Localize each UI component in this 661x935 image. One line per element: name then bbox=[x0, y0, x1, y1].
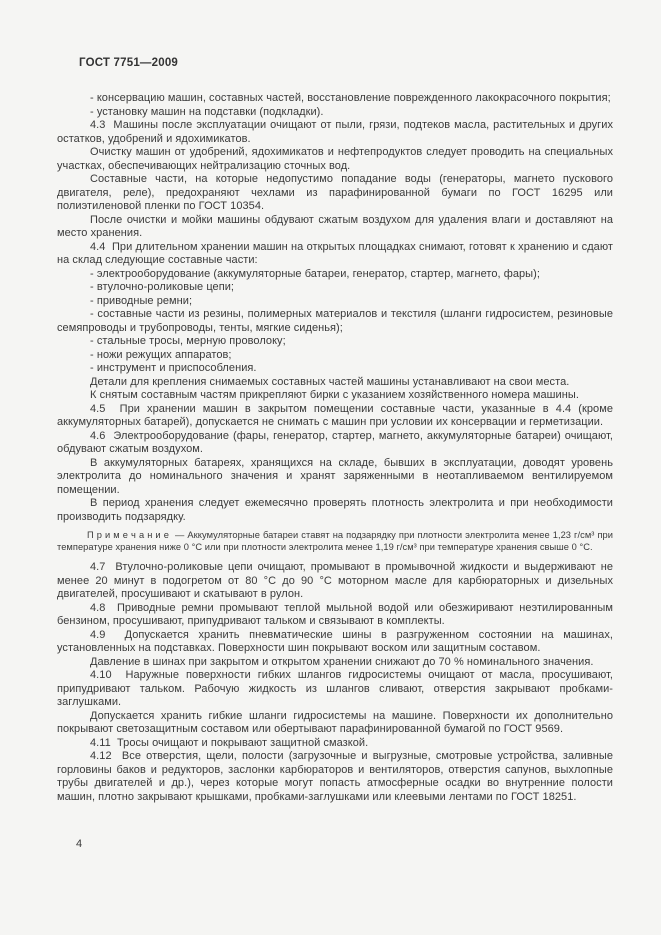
paragraph: К снятым составным частям прикрепляют бирки с указанием хозяйственного номера машины. bbox=[90, 389, 579, 401]
paragraph: 4.8 Приводные ремни промывают теплой мыльной водой или обезжиривают неэтилированным бензином, просушивают, припудривают тальком и связывают в комплекты. bbox=[57, 601, 613, 628]
paragraph: Давление в шинах при закрытом и открытом хранении снижают до 70 % номинального значения. bbox=[90, 655, 594, 668]
paragraph: Детали для крепления снимаемых составных частей машины устанавливают на свои места. bbox=[90, 375, 570, 388]
list-item: - приводные ремни; bbox=[90, 294, 193, 307]
paragraph: 4.12 Все отверстия, щели, полости (загрузочные и выгрузные, смотровые устройства, заливные горловины баков и редукторов, заслонки карбюраторов и вентиляторов, отверстия сапунов, выхлопные трубы двигателей и др.), через которые могут попасть атмосферные осадки во внутренние полости машин, плотно закрывают крышками, пробками-заглушками или клеевыми лентами по ГОСТ 18251. bbox=[57, 750, 613, 803]
paragraph: 4.10 Наружные поверхности гибких шлангов гидросистемы очищают от масла, просушивают, припудривают тальком. Рабочую жидкость из шлангов сливают, отверстия закрывают пробками-заглушками. bbox=[57, 669, 613, 709]
running-header: ГОСТ 7751—2009 bbox=[79, 57, 179, 69]
list-item: - ножи режущих аппаратов; bbox=[90, 348, 232, 361]
note-paragraph: П р и м е ч а н и е — Аккумуляторные батареи ставят на подзарядку при плотности электролита менее 1,23 г/см³ при температуре хранения ниже 0 °С или при плотности электролита менее 1,19 г/см³ при температуре хранения свыше 0 °С. bbox=[57, 530, 613, 552]
list-item: - инструмент и приспособления. bbox=[90, 362, 257, 374]
paragraph: 4.4 При длительном хранении машин на открытых площадках снимают, готовят к хранению и сдают на склад следующие составные части: bbox=[57, 240, 613, 266]
paragraph: 4.3 Машины после эксплуатации очищают от пыли, грязи, подтеков масла, растительных и других остатков, удобрений и ядохимикатов. bbox=[57, 119, 613, 145]
paragraph: 4.5 При хранении машин в закрытом помещении составные части, указанные в 4.4 (кроме аккумуляторных батарей), допускается не снимать с машин при условии их консервации и герметизации. bbox=[57, 402, 613, 428]
paragraph: Допускается хранить гибкие шланги гидросистемы на машине. Поверхности их дополнительно покрывают светозащитным составом или обертывают парафинированной бумагой по ГОСТ 9569. bbox=[57, 709, 613, 736]
paragraph: 4.11 Тросы очищают и покрывают защитной смазкой. bbox=[90, 736, 369, 749]
paragraph: Составные части, на которые недопустимо попадание воды (генераторы, магнето пускового двигателя, реле), предохраняют чехлами из парафинированной бумаги по ГОСТ 16295 или полиэтиленовой пленки по ГОСТ 10354. bbox=[57, 173, 613, 212]
list-item: - стальные тросы, мерную проволоку; bbox=[90, 335, 286, 347]
list-item: - установку машин на подставки (подкладки). bbox=[90, 105, 324, 118]
list-item: - составные части из резины, полимерных материалов и текстиля (шланги гидросистем, резиновые семяпроводы и трубопроводы, тенты, мягкие сиденья); bbox=[57, 308, 613, 334]
paragraph: 4.6 Электрооборудование (фары, генератор, стартер, магнето, аккумуляторные батареи) очищают, обдувают сжатым воздухом. bbox=[57, 429, 613, 455]
page-number: 4 bbox=[76, 838, 83, 850]
paragraph: После очистки и мойки машины обдувают сжатым воздухом для удаления влаги и доставляют на место хранения. bbox=[57, 213, 613, 239]
list-item: - консервацию машин, составных частей, восстановление поврежденного лакокрасочного покрытия; bbox=[90, 92, 611, 104]
paragraph: В период хранения следует ежемесячно проверять плотность электролита и при необходимости производить подзарядку. bbox=[57, 497, 613, 523]
paragraph: Очистку машин от удобрений, ядохимикатов и нефтепродуктов следует проводить на специальных участках, обеспечивающих нейтрализацию сточных вод. bbox=[57, 146, 613, 172]
paragraph: 4.7 Втулочно-роликовые цепи очищают, промывают в промывочной жидкости и выдерживают не менее 20 минут в подогретом от 80 °С до 90 °С моторном масле для карбюраторных и дизельных двигателей, просушивают и скатывают в рулон. bbox=[57, 561, 613, 601]
document-body bbox=[57, 92, 613, 804]
paragraph: 4.9 Допускается хранить пневматические шины в разгруженном состоянии на машинах, установленных на подставках. Поверхности шин покрывают воском или защитным составом. bbox=[57, 628, 613, 655]
paragraph: В аккумуляторных батареях, хранящихся на складе, бывших в эксплуатации, доводят уровень электролита до номинального значения и хранят заряженными в неотапливаемом вентилируемом помещении. bbox=[57, 456, 613, 496]
list-item: - электрооборудование (аккумуляторные батареи, генератор, стартер, магнето, фары); bbox=[90, 267, 540, 280]
list-item: - втулочно-роликовые цепи; bbox=[90, 281, 235, 293]
